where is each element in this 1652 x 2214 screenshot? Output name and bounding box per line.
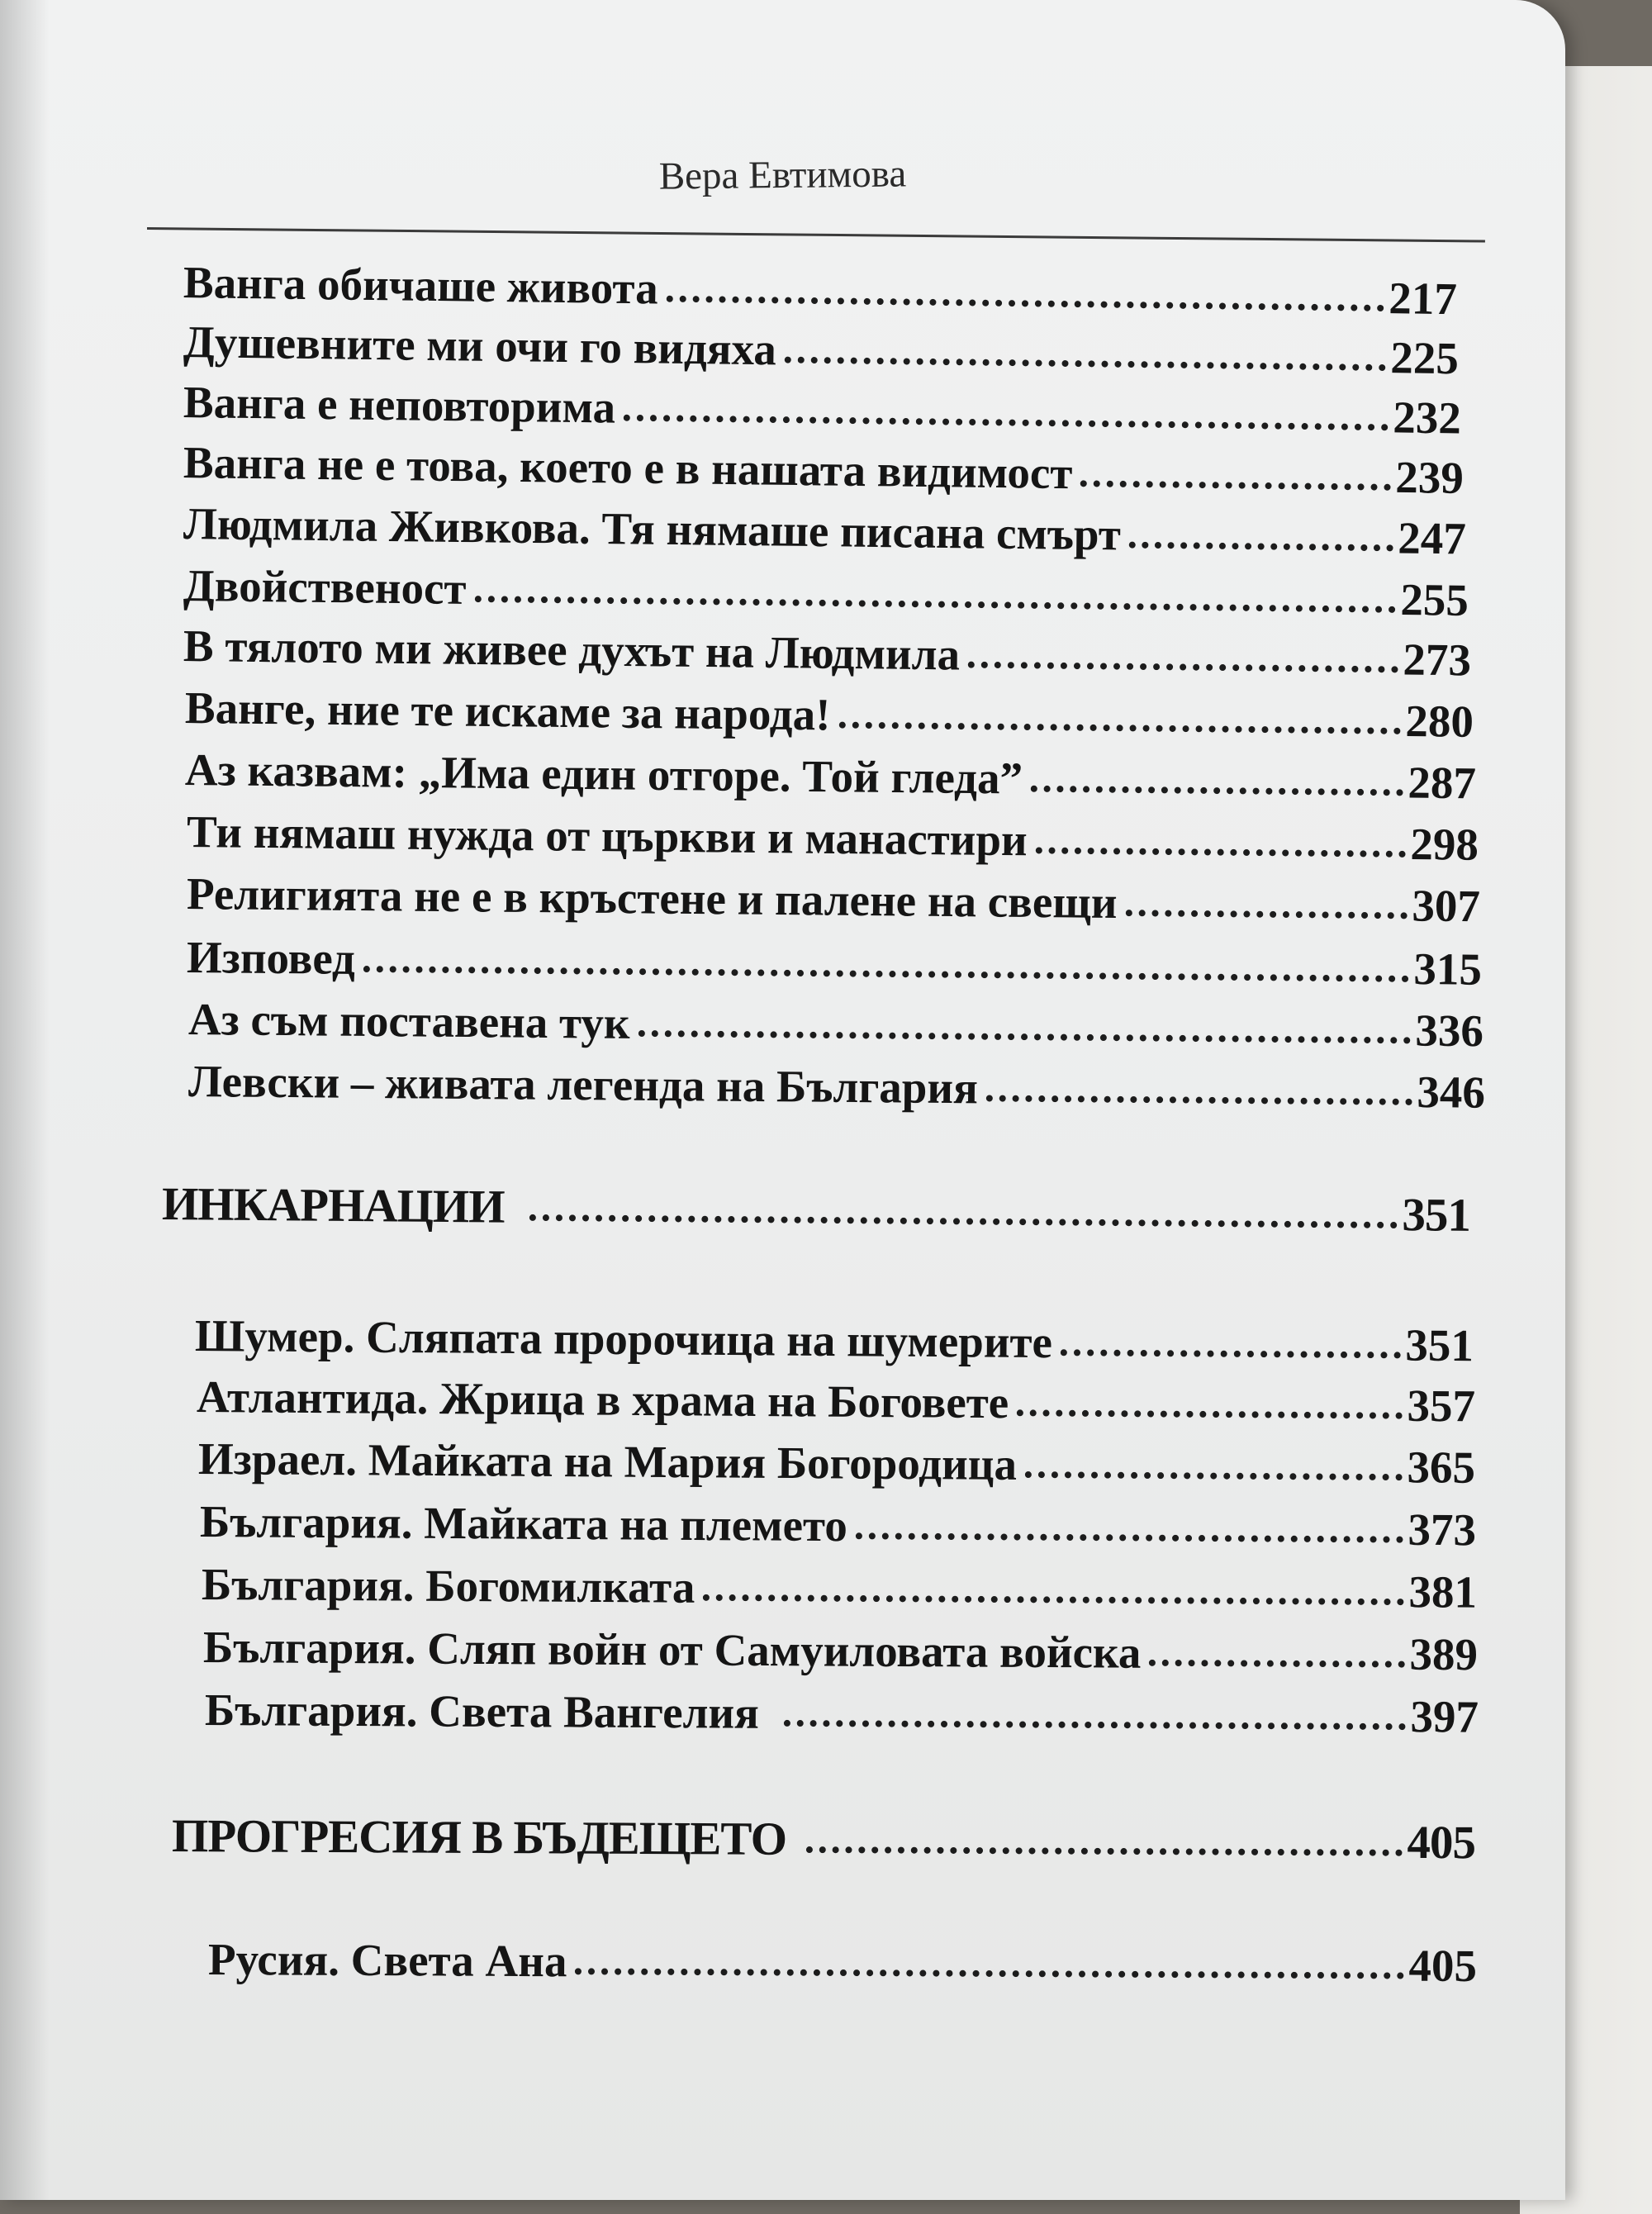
dot-leader: [474, 596, 1395, 613]
toc-entry: [202, 1558, 1477, 1618]
toc-entry-page: 389: [1409, 1628, 1479, 1680]
toc-entry-title: Ванга е неповторима: [183, 377, 616, 433]
dot-leader: [1080, 480, 1390, 491]
toc-entry: [203, 1621, 1478, 1680]
toc-entry-page: 373: [1408, 1504, 1477, 1556]
toc-entry-title: Шумер. Сляпата пророчица на шумерите: [194, 1310, 1053, 1368]
running-header: Вера Евтимова: [658, 152, 907, 198]
toc-entry: [185, 682, 1474, 748]
toc-entry: [200, 1495, 1476, 1556]
toc-entry-title: Русия. Света Ана: [207, 1934, 567, 1987]
toc-entry-page: 217: [1388, 273, 1458, 325]
dot-leader: [1129, 542, 1393, 552]
toc-section-heading: [162, 1177, 1471, 1242]
toc-entry-page: 351: [1405, 1319, 1474, 1371]
toc-entry-title: В тялото ми живее духът на Людмила: [183, 620, 961, 680]
toc-entry-title: Израел. Майката на Мария Богородица: [197, 1433, 1018, 1489]
section-page: 405: [1407, 1816, 1476, 1870]
toc-entry: [197, 1371, 1475, 1432]
dot-leader: [856, 1532, 1403, 1542]
toc-entry: [188, 1055, 1485, 1119]
dot-leader: [785, 357, 1386, 372]
toc-entry-page: 357: [1407, 1380, 1476, 1432]
toc-entry-title: Ванге, ние те искаме за народа!: [184, 682, 831, 740]
toc-entry-page: 239: [1395, 451, 1464, 503]
toc-entry: [187, 931, 1483, 995]
toc-entry-page: 287: [1408, 757, 1477, 809]
toc-entry-title: България. Сляп войн от Самуиловата войска: [202, 1622, 1142, 1678]
toc-entry-title: България. Богомилката: [201, 1559, 695, 1613]
dot-leader: [703, 1594, 1403, 1605]
toc-entry-page: 397: [1410, 1691, 1479, 1742]
toc-entry: [208, 1933, 1477, 1992]
toc-entry-title: Левски – живата легенда на България: [188, 1056, 979, 1114]
dot-leader: [1035, 847, 1405, 858]
toc-entry: [183, 497, 1467, 564]
toc-entry-page: 273: [1403, 634, 1472, 686]
dot-leader: [1017, 1409, 1402, 1418]
toc-entry-title: Ванга не е това, което е в нашата видимост: [183, 437, 1073, 499]
toc-entry: [183, 256, 1458, 325]
toc-entry-page: 315: [1413, 943, 1483, 995]
section-title: ПРОГРЕСИЯ В БЪДЕЩЕТО: [171, 1810, 787, 1865]
toc-entry-page: 232: [1393, 392, 1462, 444]
toc-entry-page: 405: [1408, 1940, 1478, 1992]
toc-entry: [198, 1432, 1475, 1494]
toc-entry-title: Людмила Живкова. Тя нямаше писана смърт: [183, 498, 1122, 560]
toc-entry-title: Ванга обичаше живота: [183, 257, 659, 314]
dot-leader: [1149, 1660, 1404, 1668]
toc-entry-page: 280: [1405, 695, 1474, 747]
toc-entry: [187, 867, 1481, 932]
toc-entry-page: 365: [1407, 1442, 1476, 1493]
dot-leader: [638, 1030, 1410, 1043]
toc-entry-page: 336: [1415, 1005, 1484, 1057]
toc-entry: [205, 1684, 1479, 1743]
toc-entry-title: Атлантида. Жрица в храма на Боговете: [196, 1371, 1009, 1428]
dot-leader: [666, 296, 1384, 311]
toc-entry-title: Аз казвам: „Има един отгоре. Той гледа”: [184, 744, 1023, 804]
toc-entry-title: България. Света Вангелия: [204, 1684, 760, 1738]
dot-leader: [575, 1968, 1403, 1979]
toc-entry-title: Аз съм поставена тук: [188, 994, 630, 1048]
toc-entry: [183, 620, 1472, 686]
toc-entry-title: България. Майката на племето: [199, 1496, 848, 1551]
dot-leader: [1061, 1349, 1401, 1358]
toc-entry-title: Религията не е в кръстене и палене на свещи: [186, 868, 1118, 929]
toc-entry-page: 225: [1389, 332, 1460, 384]
dot-leader: [1125, 910, 1407, 919]
toc-entry-title: Изповед: [186, 932, 356, 984]
dot-leader: [986, 1095, 1412, 1105]
dot-leader: [1031, 786, 1403, 796]
toc-entry: [183, 376, 1462, 444]
dot-leader: [968, 662, 1398, 673]
dot-leader: [529, 1214, 1397, 1228]
toc-entry-title: Двойственост: [183, 560, 467, 614]
toc-entry: [187, 805, 1479, 871]
dot-leader: [784, 1720, 1406, 1730]
toc-entry-page: 247: [1398, 512, 1467, 564]
dot-leader: [1025, 1471, 1403, 1480]
dot-leader: [806, 1846, 1403, 1856]
toc-section-heading: [172, 1809, 1475, 1870]
dot-leader: [363, 966, 1409, 982]
toc-entry-page: 255: [1400, 573, 1469, 625]
toc-entry-page: 346: [1417, 1066, 1486, 1118]
toc-entry: [185, 744, 1477, 809]
toc-entry-page: 298: [1410, 818, 1479, 870]
toc-entry: [188, 993, 1484, 1057]
section-page: 351: [1402, 1189, 1471, 1242]
toc-entry: [183, 316, 1460, 384]
toc-entry: [183, 436, 1464, 504]
dot-leader: [838, 722, 1400, 734]
toc-entry-page: 307: [1412, 880, 1481, 932]
toc-entry-title: Душевните ми очи го видяха: [183, 316, 777, 375]
dot-leader: [624, 415, 1388, 431]
toc-entry-title: Ти нямаш нужда от църкви и манастири: [186, 806, 1028, 866]
toc-entry-page: 381: [1408, 1566, 1478, 1618]
toc-entry: [195, 1309, 1474, 1371]
toc-entry: [183, 559, 1469, 626]
section-title: ИНКАРНАЦИИ: [161, 1178, 505, 1233]
